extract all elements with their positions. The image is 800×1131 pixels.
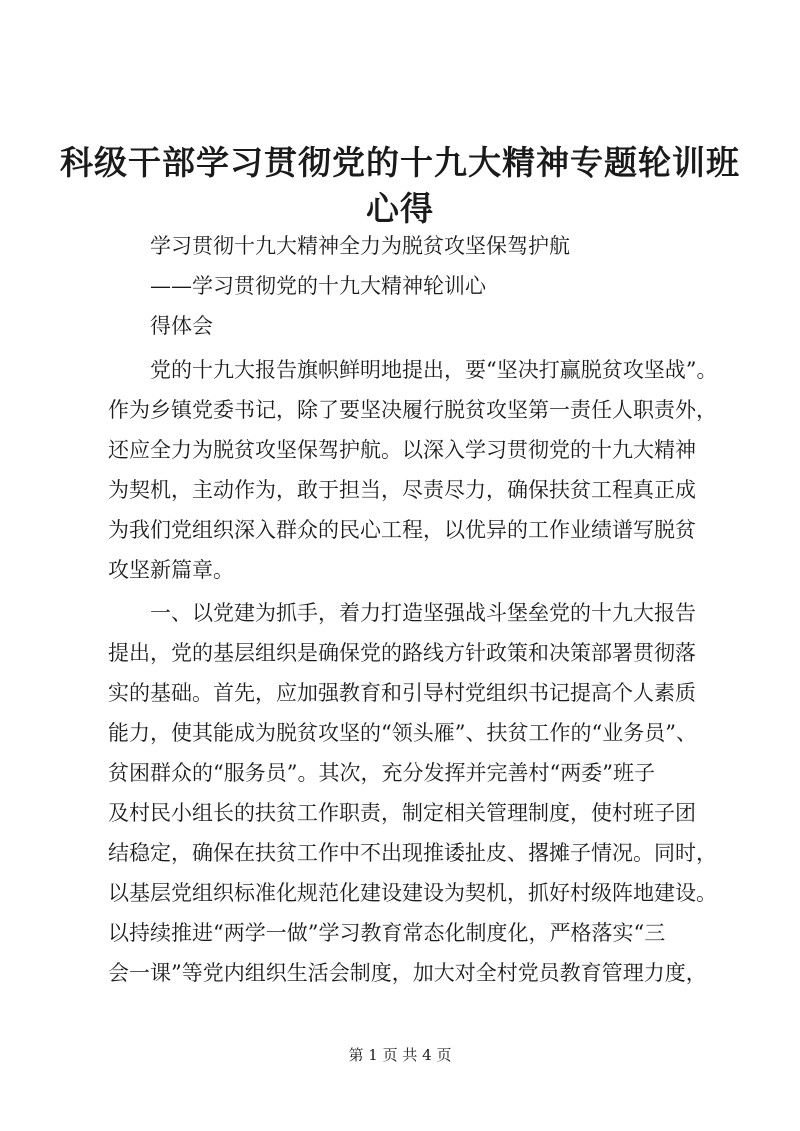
body-line: 为我们党组织深入群众的民心工程，以优异的工作业绩谱写脱贫 (108, 518, 696, 542)
subtitle-line-3: 得体会 (150, 314, 213, 338)
body-line: 贫困群众的“服务员”。其次，充分发挥并完善村“两委”班子 (108, 761, 655, 785)
body-line: 结稳定，确保在扶贫工作中不出现推诿扯皮、撂摊子情况。同时， (108, 841, 717, 865)
body-line: 及村民小组长的扶贫工作职责，制定相关管理制度，使村班子团 (108, 801, 696, 825)
body-line: 作为乡镇党委书记，除了要坚决履行脱贫攻坚第一责任人职责外， (108, 398, 717, 422)
page-number-footer: 第 1 页 共 4 页 (348, 1046, 452, 1064)
body-line: 为契机，主动作为，敢于担当，尽责尽力，确保扶贫工程真正成 (108, 478, 696, 502)
body-line: 提出，党的基层组织是确保党的路线方针政策和决策部署贯彻落 (108, 641, 696, 665)
document-title (60, 140, 740, 232)
subtitle-line-2: ——学习贯彻党的十九大精神轮训心 (150, 274, 486, 298)
body-line: 以基层党组织标准化规范化建设建设为契机，抓好村级阵地建设。 (108, 881, 717, 905)
body-line: 还应全力为脱贫攻坚保驾护航。以深入学习贯彻党的十九大精神 (108, 438, 696, 462)
body-line: 党的十九大报告旗帜鲜明地提出，要“坚决打赢脱贫攻坚战”。 (150, 358, 718, 382)
body-line: 实的基础。首先，应加强教育和引导村党组织书记提高个人素质 (108, 681, 696, 705)
body-line: 以持续推进“两学一做”学习教育常态化制度化，严格落实“三 (108, 921, 666, 945)
title-line-1: 科级干部学习贯彻党的十九大精神专题轮训班 (60, 143, 740, 182)
body-line: 一、以党建为抓手，着力打造坚强战斗堡垒党的十九大报告 (150, 601, 696, 625)
subtitle-line-1: 学习贯彻十九大精神全力为脱贫攻坚保驾护航 (150, 234, 570, 258)
body-line: 能力，使其能成为脱贫攻坚的“领头雁”、扶贫工作的“业务员”、 (108, 721, 697, 745)
title-line-2: 心得 (366, 189, 434, 228)
body-line: 攻坚新篇章。 (108, 558, 234, 582)
body-line: 会一课”等党内组织生活会制度，加大对全村党员教育管理力度， (108, 961, 707, 985)
